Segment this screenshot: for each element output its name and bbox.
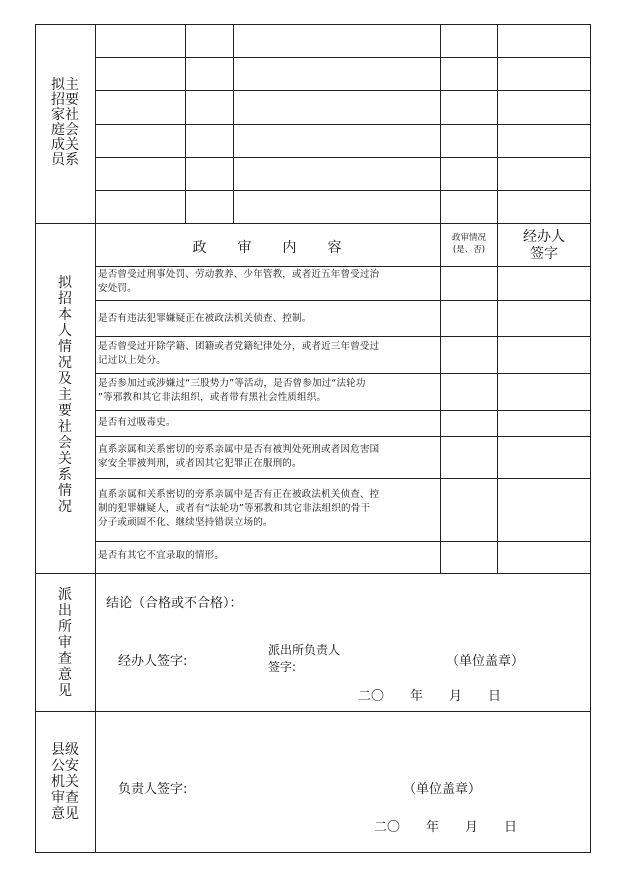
review-row-line	[95, 373, 590, 374]
border-top	[35, 24, 591, 25]
review-item-3: 是否曾受过开除学籍、团籍或者党籍纪律处分，或者近三年曾受过 记过以上处分。	[98, 341, 380, 366]
review-row-line	[95, 300, 590, 301]
border-bottom	[35, 852, 591, 853]
review-row-line	[95, 478, 590, 479]
family-row-line	[95, 57, 590, 58]
divider-section2-bottom	[35, 573, 591, 574]
review-row-line	[95, 436, 590, 437]
family-col-line	[233, 24, 234, 223]
police-chief-sign-label: 派出所负责人 签字:	[268, 643, 341, 674]
review-col-line	[440, 223, 441, 573]
section3-side-label: 派 出 所 审 查 意 见	[58, 587, 72, 699]
family-row-line	[95, 90, 590, 91]
chief-sign-label: 负责人签字:	[118, 782, 188, 797]
review-item-6: 直系亲属和关系密切的旁系亲属中是否有被判处死刑或者因危害国 家安全罪被判刑，或者因其它犯罪正在服刑的。	[98, 444, 380, 469]
divider-section1-bottom	[35, 223, 591, 224]
family-col-line	[185, 24, 186, 223]
header-signer: 经办人 签字	[523, 229, 565, 262]
handler-sign-label: 经办人签字:	[118, 654, 188, 669]
review-item-1: 是否曾受过刑事处罚、劳动教养、少年管教，或者近五年曾受过治 安处罚。	[98, 269, 380, 294]
family-col-line	[440, 24, 441, 223]
section1-side-label: 拟主 招要 家社 庭会 成关 员系	[51, 77, 79, 168]
unit-seal-label: （单位盖章）	[446, 654, 525, 669]
header-review-status: 政审情况 (是、否)	[451, 233, 486, 255]
section2-side-label: 拟 招 本 人 情 况 及 主 要 社 会 关 系 情 况	[58, 275, 72, 515]
border-right	[590, 24, 591, 853]
review-row-line	[95, 266, 590, 267]
divider-section3-bottom	[35, 711, 591, 712]
review-item-8: 是否有其它不宜录取的情形。	[98, 550, 225, 561]
review-date: 二〇 年 月 日	[374, 820, 518, 835]
review-item-7: 直系亲属和关系密切的旁系亲属中是否有正在被政法机关侦查、控 制的犯罪嫌疑人，或者有“法轮功”等邪教和其它非法组织的骨干 分子或顽固不化、继续坚持错误立场的。	[98, 489, 380, 528]
review-row-line	[95, 541, 590, 542]
review-item-5: 是否有过吸毒史。	[98, 417, 176, 428]
family-row-line	[95, 124, 590, 125]
border-left	[35, 24, 36, 853]
conclusion-label: 结论（合格或不合格）：	[106, 596, 243, 611]
review-date: 二〇 年 月 日	[358, 689, 502, 704]
family-col-line	[497, 24, 498, 223]
review-col-line	[497, 223, 498, 573]
label-column-divider	[95, 24, 96, 853]
review-item-4: 是否参加过或涉嫌过“三股势力”等活动，是否曾参加过“法轮功 ”等邪教和其它非法组织，或者带有黑社会性质组织。	[98, 378, 366, 403]
family-row-line	[95, 157, 590, 158]
family-row-line	[95, 190, 590, 191]
review-row-line	[95, 410, 590, 411]
header-review-content: 政 审 内 容	[192, 240, 343, 256]
review-row-line	[95, 336, 590, 337]
section4-side-label: 县级 公安 机关 审查 意见	[51, 742, 79, 822]
unit-seal-label: （单位盖章）	[403, 782, 482, 797]
review-item-2: 是否有违法犯罪嫌疑正在被政法机关侦查、控制。	[98, 313, 312, 324]
